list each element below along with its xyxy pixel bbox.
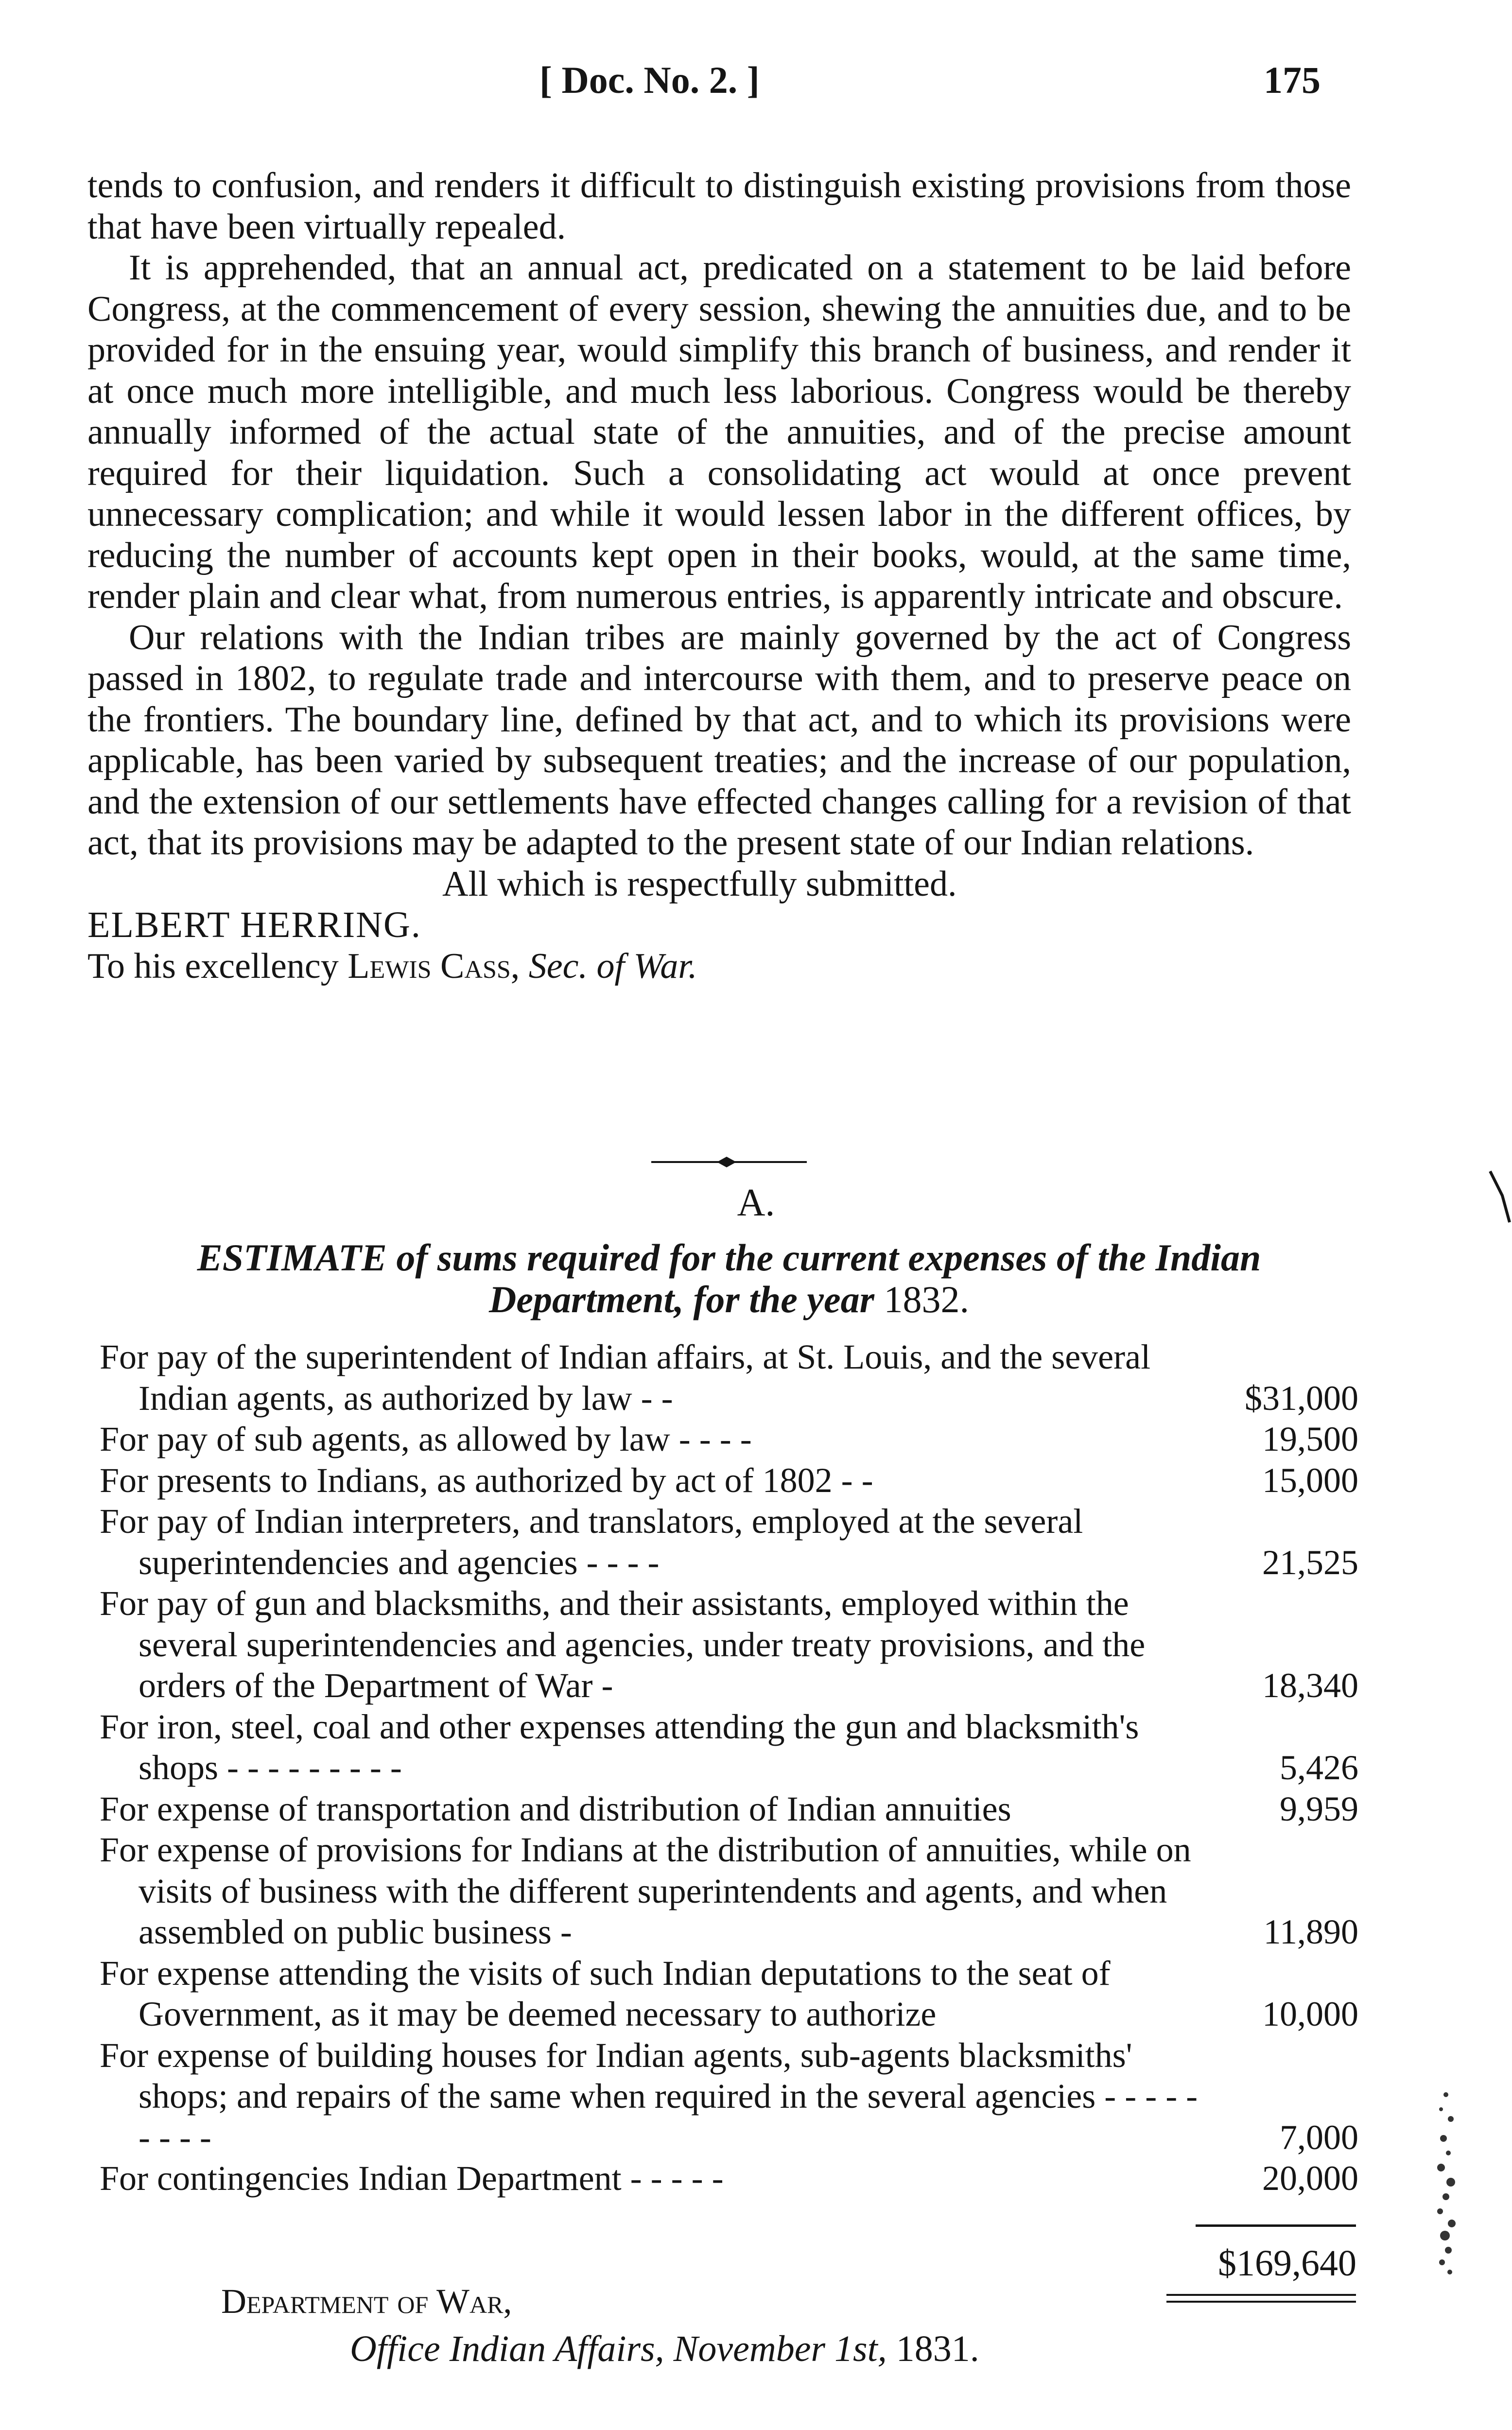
edge-tear-mark [1488, 1166, 1512, 1225]
closing-line: All which is respectfully submitted. [442, 864, 957, 904]
estimate-item-amount: $31,000 [1245, 1378, 1358, 1418]
addressee-prefix: To his excellency [87, 946, 339, 986]
estimate-item [100, 1829, 1358, 1953]
paragraph-indian-relations: Our relations with the Indian tribes are mainly governed by the act of Congress passed in 1802, to regulate trade and intercourse with them, and to preserve peace on the frontiers. The boundary line, defined by that act, and to which its provisions were applicable, has been varied by subsequent treaties; and the increase of our population, and the extension of our settlements have effected changes calling for a revision of that act, that its provisions may be adapted to the present state of our Indian relations. [87, 617, 1351, 863]
estimate-title-department: Department, [489, 1278, 684, 1320]
section-divider [651, 1157, 807, 1166]
estimate-item [100, 1419, 1358, 1460]
estimate-item-amount: 15,000 [1262, 1460, 1358, 1500]
estimate-item-amount: 10,000 [1262, 1995, 1358, 2033]
estimate-item [100, 1501, 1358, 1583]
estimate-item-amount: 20,000 [1262, 2159, 1358, 2198]
estimate-item [100, 1706, 1358, 1788]
estimate-item [100, 1953, 1358, 2035]
estimate-item [100, 2158, 1358, 2199]
estimate-item [100, 1336, 1358, 1419]
total-double-rule [1166, 2294, 1356, 2296]
estimate-item-amount: 9,959 [1280, 1789, 1358, 1828]
estimate-title-year: 1832. [884, 1278, 969, 1320]
estimate-item-text: For presents to Indians, as authorized by act of 1802 - - [100, 1460, 873, 1500]
office-date-line [350, 2328, 979, 2370]
paragraph-annual-act: It is apprehended, that an annual act, predicated on a statement to be laid before Congress, at the commencement of every session, shewing the annuities due, and to be provided for in the ensuing year, would simplify this branch of business, and render it at once much more intelligible, and much less laborious. Congress would be thereby annually informed of the actual state of the annuities, and of the precise amount required for their liquidation. Such a consolidating act would at once prevent unnecessary complication; and while it would lessen labor in the different offices, by reducing the number of accounts kept open in their books, would, at the same time, render plain and clear what, from numerous entries, is apparently intricate and obscure. [87, 248, 1351, 616]
signature: ELBERT HERRING. [87, 904, 421, 945]
estimate-item-text: For pay of the superintendent of Indian affairs, at St. Louis, and the several Indian agents, as authorized by law - - [100, 1337, 1151, 1418]
estimate-item-amount: 5,426 [1280, 1748, 1358, 1787]
addressee-name: Lewis Cass, [348, 946, 520, 986]
addressee [87, 946, 1351, 987]
letter-body [87, 165, 1351, 987]
estimate-title-rest: of sums required for the current expenses of the Indian [396, 1236, 1261, 1279]
estimate-item-text: For pay of sub agents, as allowed by law - - - - [100, 1420, 752, 1458]
schedule-letter: A. [737, 1181, 775, 1224]
estimate-item-amount: 21,525 [1262, 1543, 1358, 1582]
estimate-item-text: For iron, steel, coal and other expenses attending the gun and blacksmith's shops - - - - - - - - - [100, 1707, 1139, 1787]
divider-diamond-icon [717, 1157, 736, 1167]
estimate-item [100, 1460, 1358, 1501]
estimate-item-text: For pay of gun and blacksmiths, and their assistants, employed within the several superintendencies and agencies, under treaty provisions, and the orders of the Department of War - [100, 1584, 1146, 1705]
estimate-item-text: For contingencies Indian Department - - - - - [100, 2159, 724, 2198]
estimate-item-text: For pay of Indian interpreters, and translators, employed at the several superintendencies and agencies - - - - [100, 1502, 1083, 1582]
estimate-item-amount: 11,890 [1263, 1912, 1358, 1951]
page-number: 175 [1264, 59, 1321, 101]
office-year: 1831. [896, 2328, 979, 2369]
total-rule [1196, 2224, 1356, 2227]
estimate-total: $169,640 [1218, 2243, 1356, 2284]
estimate-items [100, 1336, 1358, 2199]
estimate-item-amount: 7,000 [1280, 2118, 1358, 2157]
total-double-rule [1166, 2301, 1356, 2303]
estimate-title [97, 1237, 1361, 1320]
estimate-title-lead: ESTIMATE [197, 1236, 387, 1279]
document-reference: [ Doc. No. 2. ] [539, 59, 760, 101]
margin-speckle-mark [1426, 2085, 1465, 2279]
estimate-title-for-year: for the year [693, 1278, 874, 1320]
estimate-item [100, 1788, 1358, 1830]
estimate-item-text: For expense of provisions for Indians at the distribution of annuities, while on visits of business with the different superintendents and agents, and when assembled on public business - [100, 1830, 1191, 1951]
page-header [0, 58, 1512, 112]
estimate-item-text: For expense of transportation and distribution of Indian annuities [100, 1789, 1011, 1828]
office-place-date: Office Indian Affairs, November 1st, [350, 2328, 887, 2369]
estimate-item-amount: 19,500 [1262, 1420, 1358, 1458]
department-line: Department of War, [221, 2282, 512, 2321]
paragraph-continuation: tends to confusion, and renders it difficult to distinguish existing provisions from those that have been virtually repealed. [87, 166, 1351, 247]
estimate-item [100, 2035, 1358, 2158]
estimate-item-text: For expense of building houses for Indian agents, sub-agents blacksmiths' shops; and repairs of the same when required in the several agencies - - - - - - - - - [100, 2035, 1198, 2157]
addressee-title: Sec. of War. [528, 946, 697, 986]
estimate-item-amount: 18,340 [1262, 1666, 1358, 1705]
estimate-item-text: For expense attending the visits of such Indian deputations to the seat of Government, as it may be deemed necessary to authorize [100, 1953, 1111, 2033]
estimate-item [100, 1583, 1358, 1706]
